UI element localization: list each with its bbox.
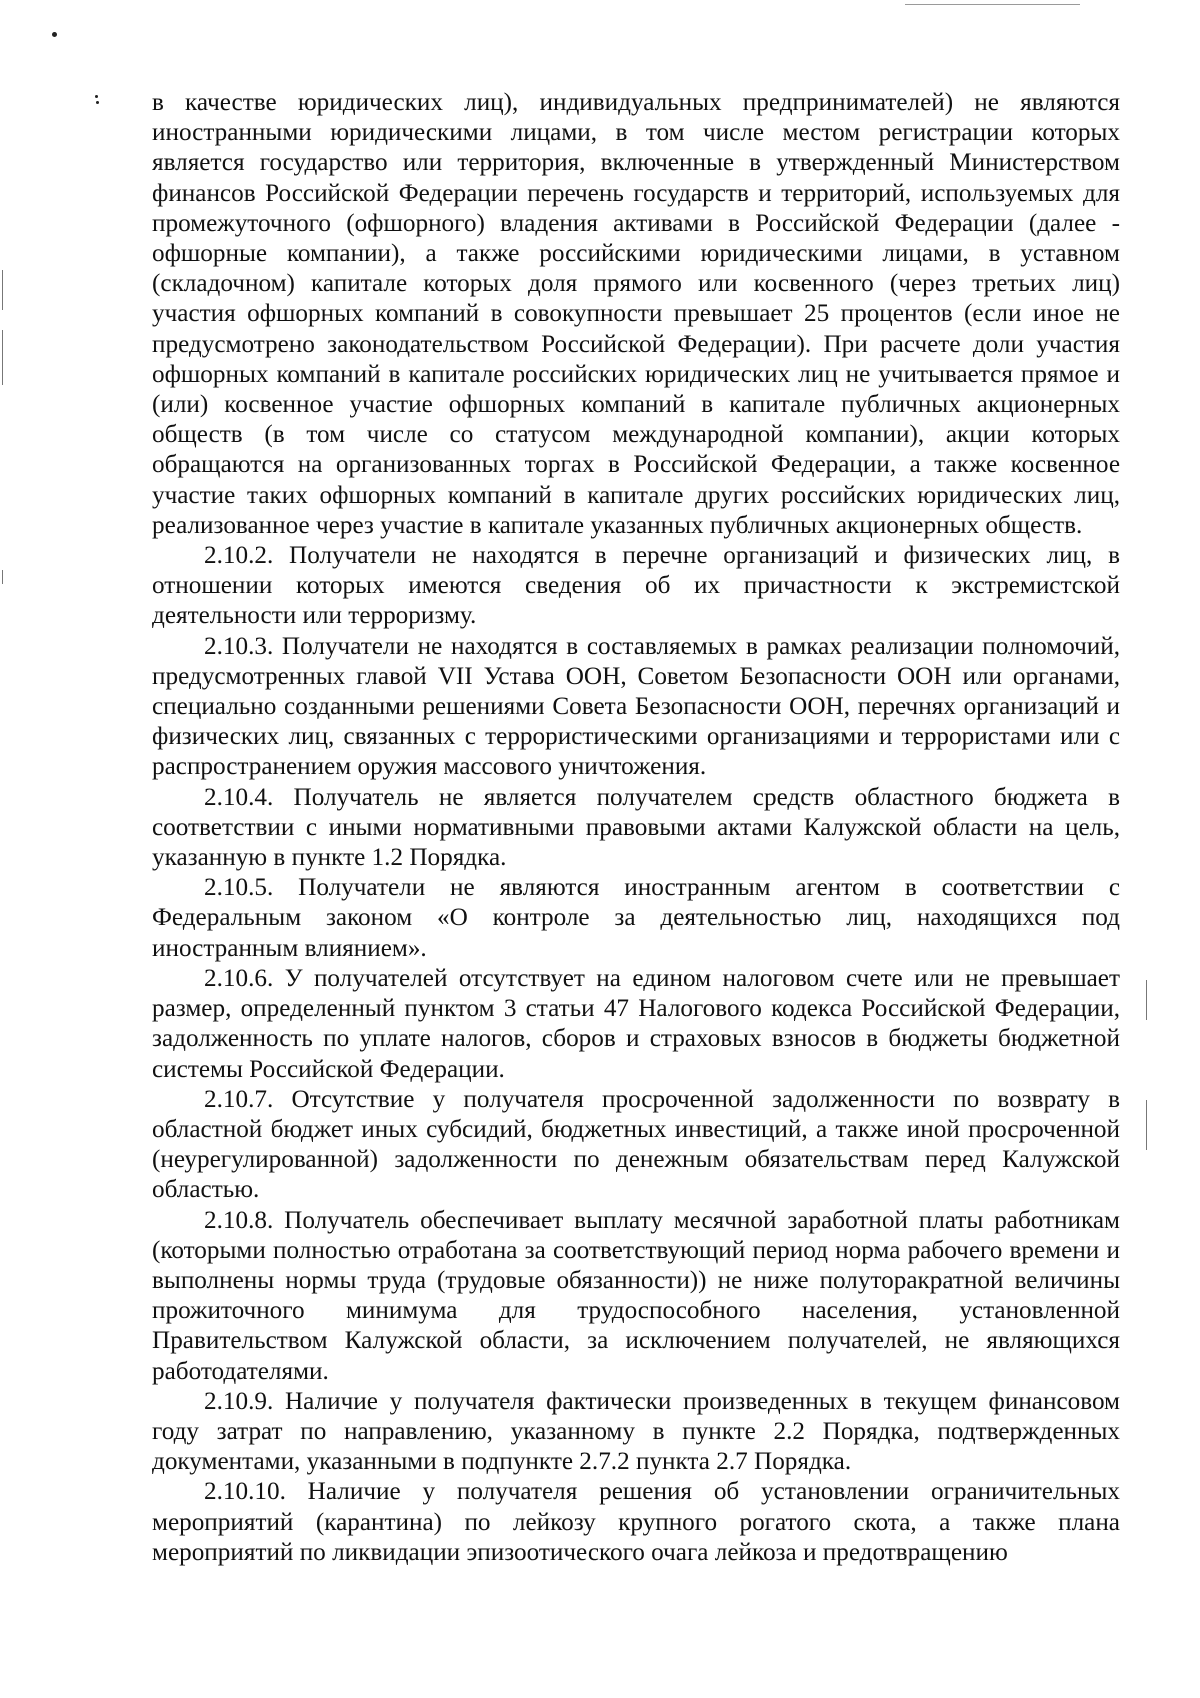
document-body: [152, 88, 1120, 1568]
scan-edge-mark: [2, 270, 3, 310]
clause-2-10-4: 2.10.4. Получатель не является получателем средств областного бюджета в соответствии с иными нормативными правовыми актами Калужской области на цель, указанную в пункте 1.2 Порядка.: [152, 783, 1120, 872]
scan-edge-mark: [1146, 980, 1147, 1020]
clause-2-10-10: 2.10.10. Наличие у получателя решения об установлении ограничительных мероприятий (карантина) по лейкозу крупного рогатого скота, а также плана мероприятий по ликвидации эпизоотического очага лейкоза и предотвращению: [152, 1478, 1120, 1566]
clause-2-10-3: 2.10.3. Получатели не находятся в составляемых в рамках реализации полномочий, предусмотренных главой VII Устава ООН, Советом Безопасности ООН или органами, специально созданными решениями Совета Безопасности ООН, перечнях организаций и физических лиц, связанных с террористическими организациями и террористами или с распространением оружия массового уничтожения.: [152, 632, 1120, 781]
scan-speck: [95, 95, 98, 98]
scan-edge-mark: [2, 570, 3, 584]
clause-2-10-2: 2.10.2. Получатели не находятся в перечне организаций и физических лиц, в отношении которых имеются сведения об их причастности к экстремистской деятельности или терроризму.: [152, 542, 1120, 630]
scan-top-line: [905, 4, 1080, 5]
scan-edge-mark: [2, 330, 3, 385]
clause-2-10-7: 2.10.7. Отсутствие у получателя просроченной задолженности по возврату в областной бюджет иных субсидий, бюджетных инвестиций, а также иной просроченной (неурегулированной) задолженности по денежным обязательствам перед Калужской областью.: [152, 1085, 1120, 1204]
scan-speck: [52, 32, 57, 37]
clause-2-10-8: 2.10.8. Получатель обеспечивает выплату месячной заработной платы работникам (которыми полностью отработана за соответствующий период норма рабочего времени и выполнены нормы труда (трудовые обязанности)) не ниже полуторакратной величины прожиточного минимума для трудоспособного населения, установленной Правительством Калужской области, за исключением получателей, не являющихся работодателями.: [152, 1206, 1120, 1385]
scan-speck: [96, 101, 99, 104]
clause-2-10-5: 2.10.5. Получатели не являются иностранным агентом в соответствии с Федеральным законом «О контроле за деятельностью лиц, находящихся под иностранным влиянием».: [152, 874, 1120, 962]
continuation-paragraph: в качестве юридических лиц), индивидуальных предпринимателей) не являются иностранными юридическими лицами, в том числе местом регистрации которых является государство или территория, включенные в утвержденный Министерством финансов Российской Федерации перечень государств и территорий, используемых для промежуточного (офшорного) владения активами в Российской Федерации (далее - офшорные компании), а также российскими юридическими лицами, в уставном (складочном) капитале которых доля прямого или косвенного (через третьих лиц) участия офшорных компаний в совокупности превышает 25 процентов (если иное не предусмотрено законодательством Российской Федерации). При расчете доли участия офшорных компаний в капитале российских юридических лиц не учитывается прямое и (или) косвенное участие офшорных компаний в капитале публичных акционерных обществ (в том числе со статусом международной компании), акции которых обращаются на организованных торгах в Российской Федерации, а также косвенное участие таких офшорных компаний в капитале других российских юридических лиц, реализованное через участие в капитале указанных публичных акционерных обществ.: [152, 89, 1120, 539]
scan-edge-mark: [1146, 1100, 1147, 1150]
clause-2-10-6: 2.10.6. У получателей отсутствует на едином налоговом счете или не превышает размер, определенный пунктом 3 статьи 47 Налогового кодекса Российской Федерации, задолженность по уплате налогов, сборов и страховых взносов в бюджеты бюджетной системы Российской Федерации.: [152, 964, 1120, 1083]
clause-2-10-9: 2.10.9. Наличие у получателя фактически произведенных в текущем финансовом году затрат по направлению, указанному в пункте 2.2 Порядка, подтвержденных документами, указанными в подпункте 2.7.2 пункта 2.7 Порядка.: [152, 1387, 1120, 1476]
